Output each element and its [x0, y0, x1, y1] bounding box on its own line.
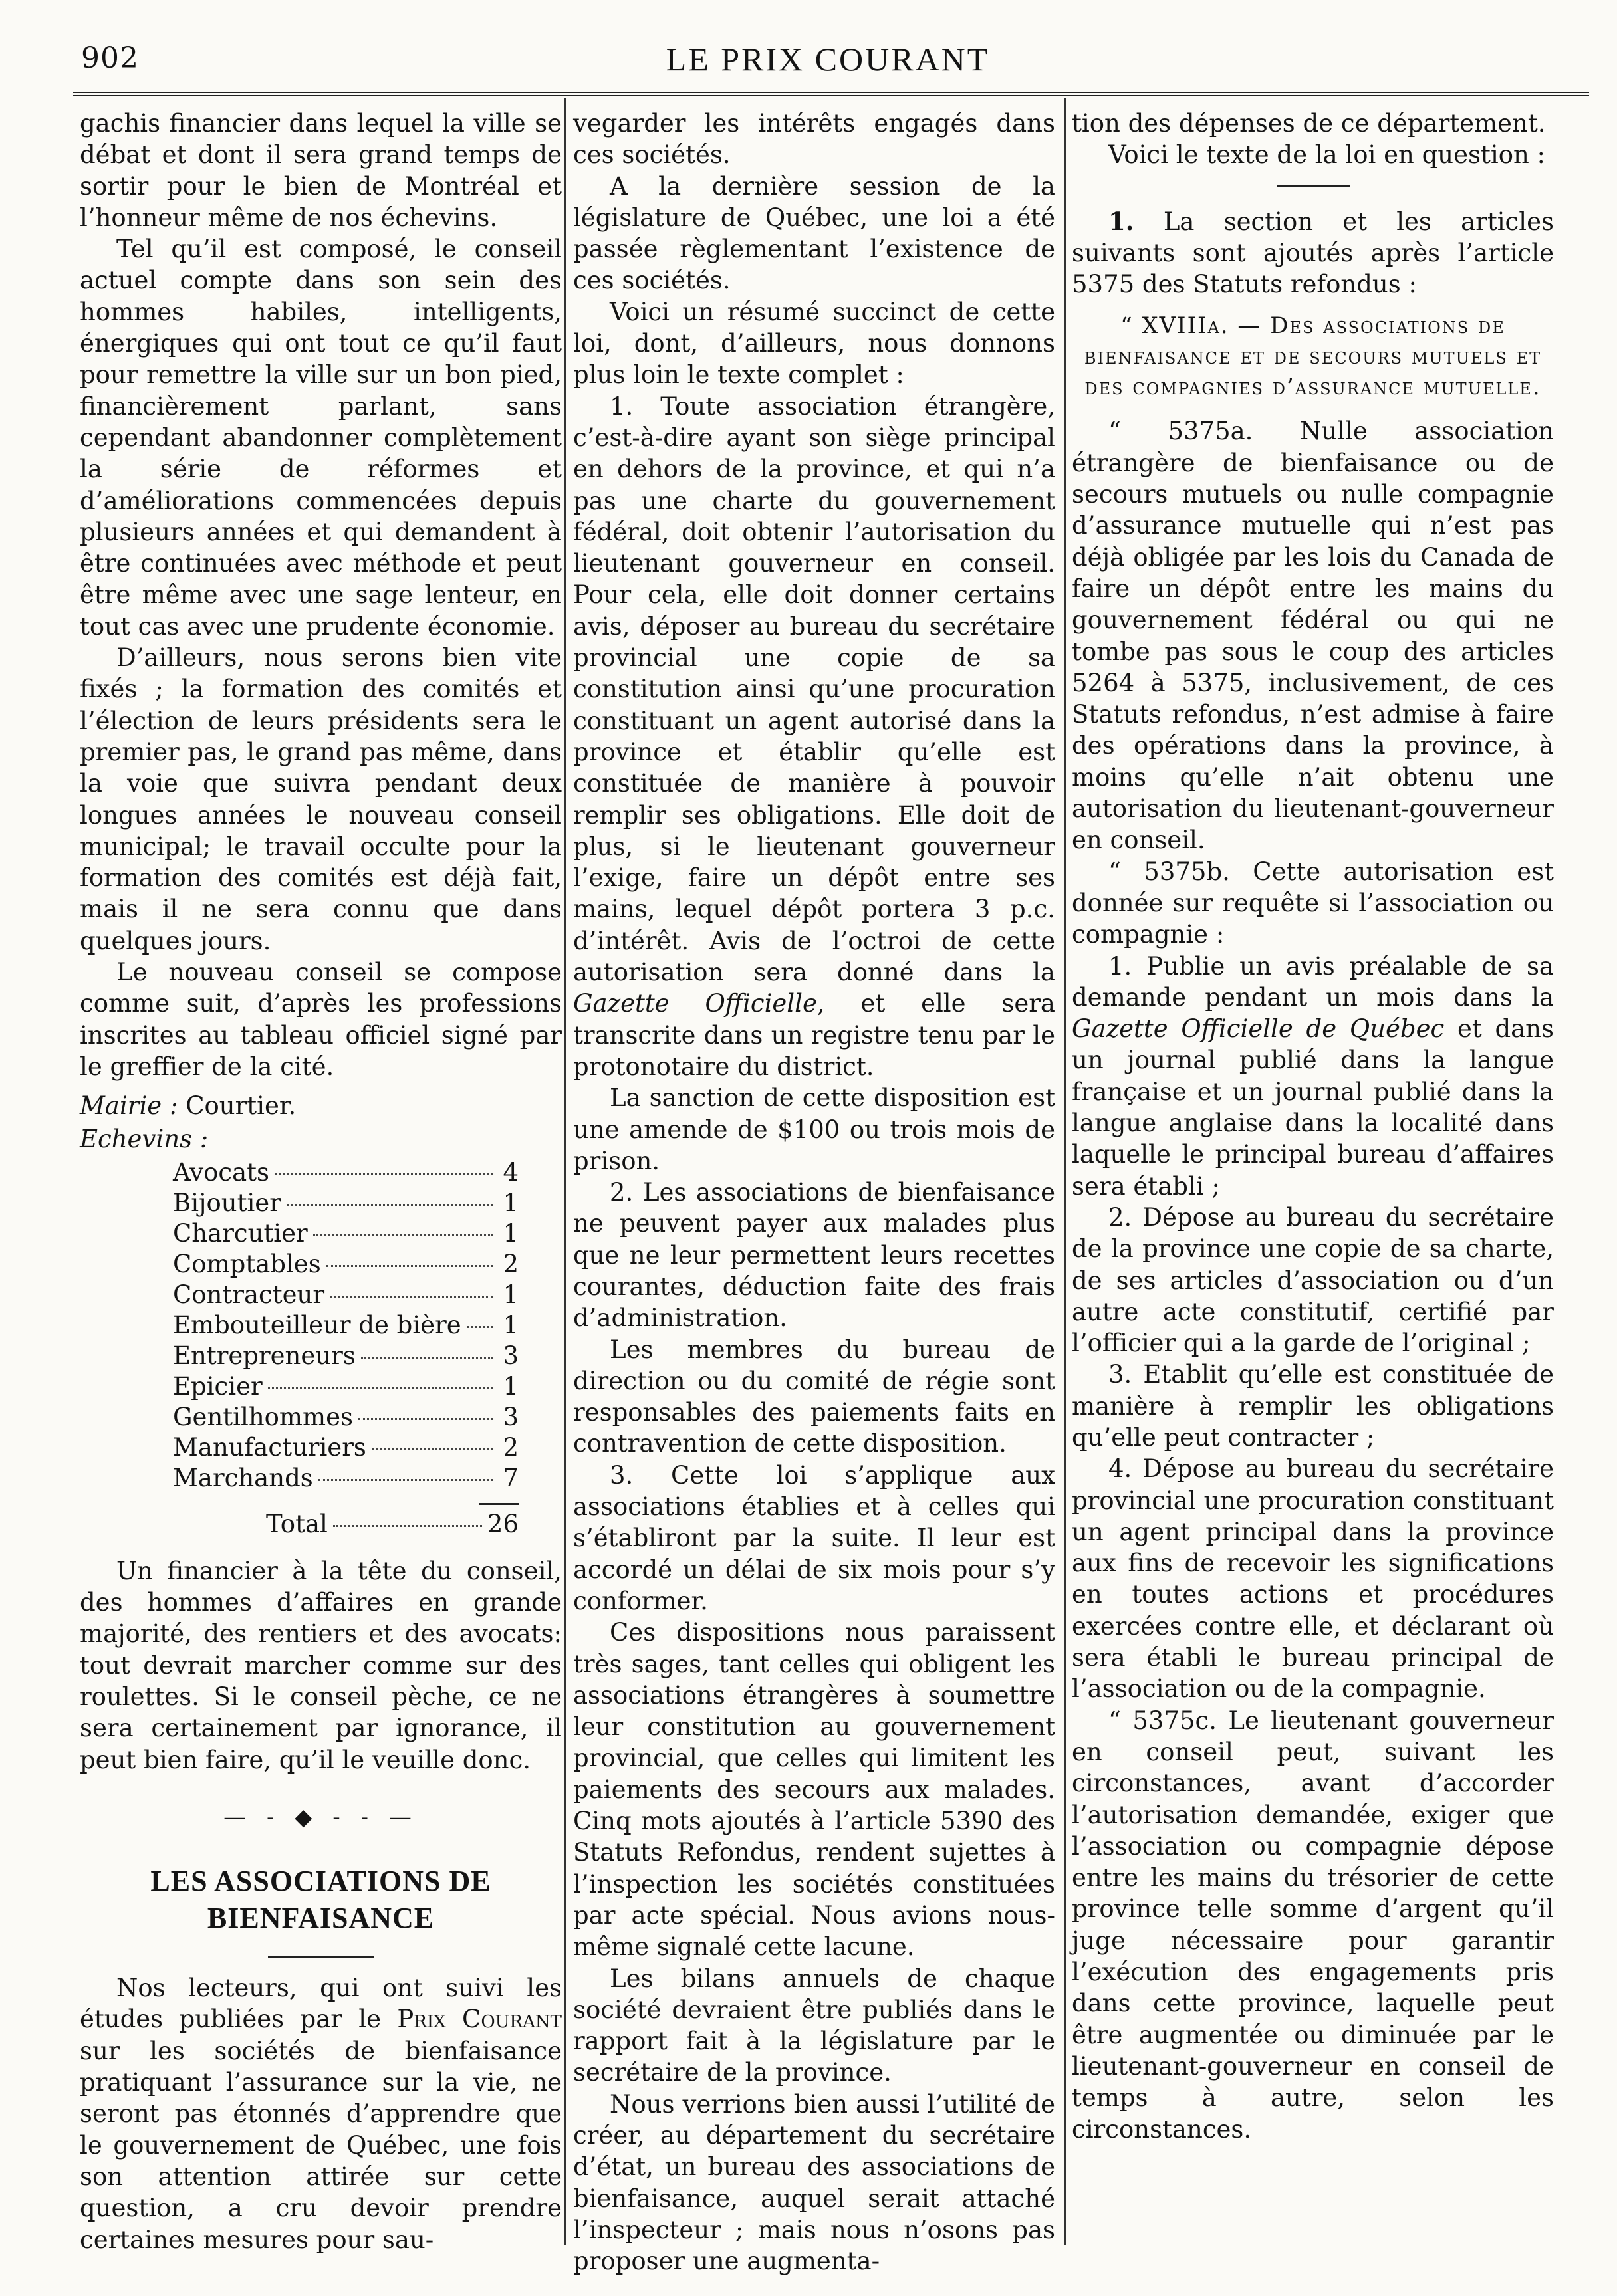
- paragraph: vegarder les intérêts engagés dans ces sociétés.: [573, 109, 1055, 170]
- paragraph: Nous verrions bien aussi l’utilité de créer, au département du secrétaire d’état, un bureau des associations de bienfaisance, auquel serait attaché l’inspecteur ; mais nous n’osons pas proposer une augmenta-: [573, 2089, 1055, 2276]
- roster-row: Comptables 2: [173, 1249, 519, 1278]
- gazette-name: Gazette Officielle: [573, 989, 817, 1018]
- paragraph: Ces dispositions nous paraissent très sages, tant celles qui obligent les associations étrangères à soumettre leur constitution au gouvernement provincial, que celles qui limitent les paiements des secours aux malades. Cinq mots ajoutés à l’article 5390 des Statuts Refondus, rendent sujettes à l’inspection les sociétés constituées par acte spécial. Nous avions nous-même signalé cette lacune.: [573, 1618, 1055, 1962]
- paragraph: Voici un résumé succinct de cette loi, dont, d’ailleurs, nous donnons plus loin le texte complet :: [573, 297, 1055, 390]
- paragraph: 2. Dépose au bureau du secrétaire de la province une copie de sa charte, de ses articles d’association ou d’un autre acte constitutif, certifié par l’officier qui a la garde de l’original ;: [1072, 1203, 1554, 1358]
- roster-row: Avocats 4: [173, 1157, 519, 1187]
- column-separator-1: [564, 98, 566, 2245]
- roster-row: Contracteur 1: [173, 1280, 519, 1309]
- roster-row: Charcutier 1: [173, 1218, 519, 1248]
- law-rule: [1277, 185, 1350, 187]
- total-value: 26: [487, 1509, 519, 1538]
- column-3: [1072, 108, 1554, 2145]
- page-header: [73, 35, 1582, 88]
- paragraph: “ 5375a. Nulle association étrangère de bienfaisance ou de secours mutuels ou nulle compagnie d’assurance mutuelle qui n’est pas déjà obligée par les lois du Canada de faire un dépôt entre les mains du gouvernement fédéral ou qui ne tombe pas sous le coup des articles 5264 à 5375, inclusivement, de ces Statuts refondus, n’est admise à faire des opérations dans la province, à moins qu’elle n’ait obtenu une autorisation du lieutenant-gouverneur en conseil.: [1072, 417, 1554, 855]
- roster-row: Marchands 7: [173, 1463, 519, 1492]
- roster-row: Manufacturiers 2: [173, 1433, 519, 1462]
- paragraph: 3. Etablit qu’elle est constituée de manière à remplir les obligations qu’elle peut contracter ;: [1072, 1360, 1554, 1452]
- journal-title: LE PRIX COURANT: [666, 41, 990, 78]
- column-1: [80, 108, 562, 2255]
- paragraph: gachis financier dans lequel la ville se débat et dont il sera grand temps de sortir pour le bien de Montréal et l’honneur même de nos échevins.: [80, 109, 562, 232]
- paragraph: 1. Publie un avis préalable de sa demande pendant un mois dans la Gazette Officielle de Québec et dans un journal publié dans la langue française et un journal publié dans la langue anglaise dans la localité dans laquelle le principal bureau d’affaires sera établi ;: [1072, 951, 1555, 1201]
- page-number: 902: [81, 41, 139, 75]
- column-2: [573, 108, 1055, 2277]
- column-separator-2: [1064, 98, 1066, 2245]
- paragraph: Les membres du bureau de direction ou du comité de régie sont responsables des paiements faits en contravention de cette disposition.: [573, 1335, 1055, 1458]
- paragraph: Nos lecteurs, qui ont suivi les études publiées par le Prix Courant sur les sociétés de bienfaisance pratiquant l’assurance sur la vie, ne seront pas étonnés d’apprendre que le gouvernement de Québec, une fois son attention attirée sur cette question, a cru devoir prendre certaines mesures pour sau-: [80, 1974, 562, 2254]
- header-rule: [73, 92, 1589, 96]
- section-ornament: — - ◆ - - —: [223, 1803, 418, 1831]
- section-title: LES ASSOCIATIONS DE BIENFAISANCE: [150, 1865, 491, 1935]
- paragraph: 4. Dépose au bureau du secrétaire provincial une procuration constituant un agent principal dans la province aux fins de recevoir les significations en toutes actions et procédures exercées contre elle, et déclarant où sera établi le bureau principal de l’association ou de la compagnie.: [1072, 1454, 1554, 1704]
- paragraph: 1. Toute association étrangère, c’est-à-dire ayant son siège principal en dehors de la province, et qui n’a pas une charte du gouvernement fédéral, doit obtenir l’autorisation du lieutenant gouverneur en conseil. Pour cela, elle doit donner certains avis, déposer au bureau du secrétaire provincial une copie de sa constitution ainsi qu’une procuration constituant un agent autorisé dans la province et établir qu’elle est constituée de manière à pouvoir remplir ses obligations. Elle doit de plus, si le lieutenant gouverneur l’exige, faire un dépôt entre ses mains, lequel dépôt portera 3 p.c. d’intérêt. Avis de l’octroi de cette autorisation sera donné dans la Gazette Officielle, et elle sera transcrite dans un registre tenu par le protonotaire du district.: [573, 392, 1055, 1081]
- paragraph: Tel qu’il est composé, le conseil actuel compte dans son sein des hommes habiles, intelligents, énergiques qui ont tout ce qu’il faut pour remettre la ville sur un bon pied, financièrement parlant, sans cependant abandonner complètement la série de réformes et d’améliorations commencées depuis plusieurs années et qui demandent à être continuées avec méthode et peut être même avec une sage lenteur, en tout cas avec une prudente économie.: [80, 235, 562, 641]
- paragraph: A la dernière session de la législature de Québec, une loi a été passée règlementant l’existence de ces sociétés.: [573, 172, 1055, 295]
- aldermen-roster: [173, 1157, 519, 1505]
- paragraph: “ 5375c. Le lieutenant gouverneur en conseil peut, suivant les circonstances, avant d’accorder l’autorisation demandée, exiger que l’association ou compagnie dépose entre les mains du trésorier de cette province telle somme d’argent qu’il juge nécessaire pour garantir l’exécution des engagements pris dans cette province, laquelle peut être augmentée ou diminuée par le lieutenant-gouverneur en conseil de temps à autre, selon les circonstances.: [1072, 1706, 1554, 2144]
- roster-row: Embouteilleur de bière 1: [173, 1310, 519, 1339]
- paragraph: Les bilans annuels de chaque société devraient être publiés dans le rapport fait à la législature par le secrétaire de la province.: [573, 1964, 1055, 2087]
- roster-row: Bijoutier 1: [173, 1188, 519, 1217]
- total-row: [266, 1509, 519, 1540]
- paragraph: 3. Cette loi s’applique aux associations établies et à celles qui s’établiront par la suite. Il leur est accordé un délai de six mois pour s’y conformer.: [573, 1460, 1055, 1615]
- roster-row: Epicier 1: [173, 1371, 519, 1401]
- mayor-value: Courtier.: [186, 1091, 297, 1121]
- law-heading: “ XVIIIa. — Des associations de bienfaisance et de secours mutuels et des compagnies d’assurance mutuelle.: [1084, 312, 1542, 401]
- paragraph: D’ailleurs, nous serons bien vite fixés ; la formation des comités et l’élection de leurs présidents sera le premier pas, le grand pas même, dans la voie que suivra pendant deux longues années le nouveau conseil municipal; le travail occulte pour la formation des comités est déjà fait, mais il ne sera connu que dans quelques jours.: [80, 643, 562, 955]
- mayor-line: [80, 1090, 562, 1121]
- paragraph: “ 5375b. Cette autorisation est donnée sur requête si l’association ou compagnie :: [1072, 857, 1554, 949]
- paragraph: tion des dépenses de ce département.: [1072, 109, 1546, 138]
- paragraph: 2. Les associations de bienfaisance ne peuvent payer aux malades plus que ne leur permettent leurs recettes courantes, déduction faite des frais d’administration.: [573, 1178, 1055, 1333]
- paragraph: Le nouveau conseil se compose comme suit, d’après les professions inscrites au tableau officiel signé par le greffier de la cité.: [80, 958, 562, 1081]
- aldermen-label: Echevins :: [80, 1124, 209, 1153]
- journal-name-inline: Prix Courant: [397, 2005, 562, 2034]
- total-rule: [479, 1503, 519, 1505]
- paragraph: 1. La section et les articles suivants sont ajoutés après l’article 5375 des Statuts refondus :: [1072, 206, 1554, 299]
- paragraph: Un financier à la tête du conseil, des hommes d’affaires en grande majorité, des rentiers et des avocats: tout devrait marcher comme sur des roulettes. Si le conseil pèche, ce ne sera certainement par ignorance, il peut bien faire, qu’il le veuille donc.: [80, 1556, 562, 1774]
- paragraph: Voici le texte de la loi en question :: [1108, 140, 1546, 170]
- paragraph: La sanction de cette disposition est une amende de $100 ou trois mois de prison.: [573, 1084, 1055, 1175]
- mayor-label: Mairie :: [80, 1091, 178, 1121]
- roster-row: Entrepreneurs 3: [173, 1341, 519, 1370]
- roster-row: Gentilhommes 3: [173, 1402, 519, 1431]
- gazette-name: Gazette Officielle de Québec: [1072, 1014, 1445, 1044]
- title-rule: [268, 1956, 374, 1958]
- total-label: Total: [266, 1509, 328, 1538]
